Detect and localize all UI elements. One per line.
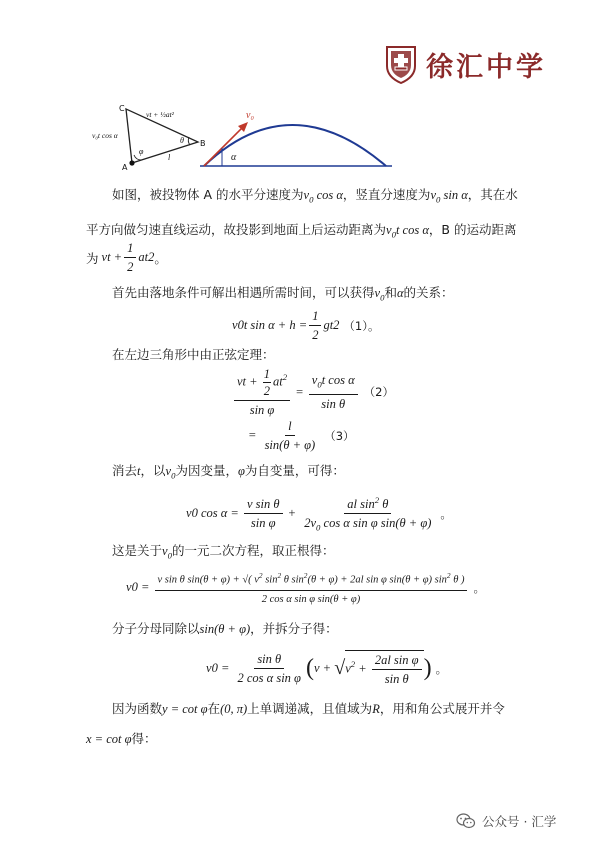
- wechat-icon: [456, 813, 476, 829]
- paragraph-2: 首先由落地条件可解出相遇所需时间，可以获得$v_0$和α的关系：: [112, 285, 454, 303]
- velocity-arrow: [204, 126, 244, 166]
- paragraph-6: 分子分母同除以sin(θ + φ)，并拆分子得：: [112, 621, 338, 636]
- paragraph-1: 如图，被投物体 A 的水平分速度为$v_0$ cos α，竖直分速度为$v_0$ sin α，其在水平方向做匀速直线运动，故投影到地面上后运动距离为$v_0t$ cos α，B 的运动距离: [86, 187, 518, 239]
- label-phi: φ: [139, 147, 144, 156]
- school-crest-icon: [384, 44, 418, 84]
- equation-6: v 0 = $\frac{\text{sin θ}}{\text{2 cos α sin φ}}$ ( v + √ $v^2$ + $\frac{\text{2al sin φ}}{\text{sin θ}}$ ) 。: [206, 652, 448, 686]
- equation-5: v 0 = v sin θ sin(θ + φ) + √( $v^2$ $\sin^2 \theta$ $\sin^2(\theta + \varphi) + 2al$ sin φ sin(θ + φ) $\sin^2 \theta$ ) 2 cos α sin φ sin(θ + φ) 。: [126, 568, 485, 608]
- label-a: A: [122, 163, 128, 172]
- footer-text: 公众号 · 汇学: [482, 814, 557, 829]
- paragraph-1-last-line: 为 vt + $\frac{1}{2}$ at 2 。: [86, 241, 167, 274]
- school-logo: [384, 44, 546, 84]
- footer-watermark: [456, 812, 556, 830]
- label-b: B: [200, 139, 206, 148]
- equation-3: = $\frac{l}{\sin(\theta + \varphi)}$ （3）: [248, 419, 355, 452]
- paragraph-3: 在左边三角形中由正弦定理：: [112, 347, 275, 362]
- paragraph-5: 这是关于$v_0$的一元二次方程，取正根得：: [112, 543, 335, 561]
- school-name: 徐汇中学: [426, 51, 546, 83]
- label-left-side: v₀t cos α: [92, 131, 118, 140]
- paragraph-7: 因为函数y = cot φ在(0, π)上单调递减，且值域为R，用和角公式展开并令: [112, 701, 505, 716]
- label-bottom-side: l: [168, 153, 171, 162]
- label-c: C: [119, 104, 125, 113]
- velocity-label: v₀: [246, 110, 254, 121]
- label-top-side: vt + ½at²: [146, 110, 174, 119]
- point-a: [129, 160, 134, 165]
- equation-4: v 0 cos α = $\frac{\text{v sin θ}}{\text{sin φ}}$ + $\frac{al \sin^2 \theta}{2v_0 \cos \alpha \sin \varphi \sin(\theta + \varphi)}$ 。: [186, 492, 452, 536]
- paragraph-8: x = cot φ得：: [86, 731, 157, 746]
- paragraph-4: 消去t，以$v_0$为因变量，φ为自变量，可得：: [112, 463, 345, 481]
- equation-2: vt + $\frac{1}{2}$ $at^2$ sin φ = $\frac{v_0t \cos \alpha}{\text{sin θ}}$ （2）: [232, 366, 394, 418]
- equation-1: v 0 t sin α + h = $\frac{1}{2}$ gt 2 （1）。: [232, 309, 380, 342]
- angle-alpha-label: α: [231, 152, 237, 163]
- triangle-figure: [92, 100, 212, 172]
- label-theta: θ: [180, 136, 184, 145]
- projectile-figure: [198, 104, 394, 168]
